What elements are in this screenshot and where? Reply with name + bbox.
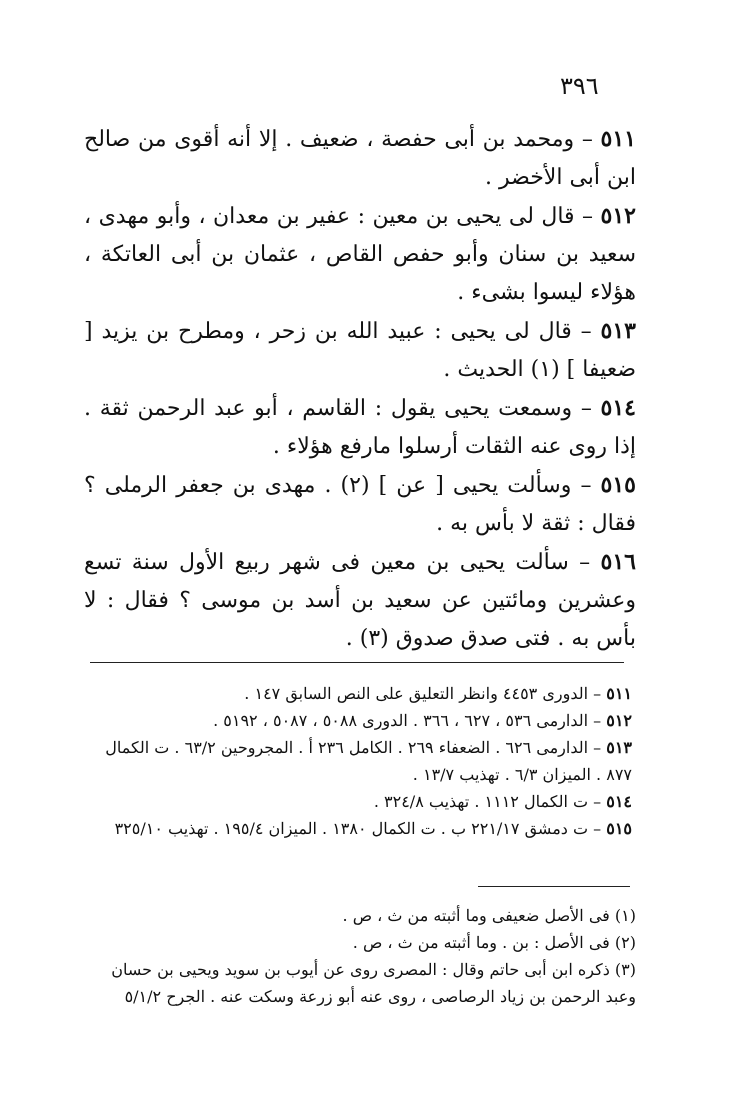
note-513: [80, 734, 632, 788]
entry-text: – وسألت يحيى [ عن ] (٢) . مهدى بن جعفر الرملى ؟ فقال : ثقة لا بأس به .: [84, 473, 636, 536]
note-number: ٥١٤: [606, 792, 632, 811]
entry-text: – وسمعت يحيى يقول : القاسم ، أبو عبد الرحمن ثقة . إذا روى عنه الثقات أرسلوا مارفع هؤلاء .: [84, 396, 636, 459]
note-number: ٥١٣: [606, 738, 632, 757]
main-text: [84, 120, 636, 658]
entry-number: ٥١٣: [600, 318, 636, 344]
note-number: ٥١١: [606, 684, 632, 703]
note-515: [80, 815, 632, 842]
entry-text: – قال لى يحيى : عبيد الله بن زحر ، ومطرح بن يزيد [ ضعيفا ] (١) الحديث .: [84, 319, 636, 382]
entry-number: ٥١١: [600, 126, 636, 152]
entry-515: [84, 466, 636, 543]
footnotes: [76, 902, 636, 1010]
entry-511: [84, 120, 636, 197]
note-text: – ت الكمال ١١١٢ . تهذيب ٣٢٤/٨ .: [373, 792, 602, 811]
footnote-1: (١) فى الأصل ضعيفى وما أثبته من ث ، ص .: [342, 906, 636, 925]
page-number: ٣٩٦: [560, 72, 599, 100]
entry-number: ٥١٢: [600, 203, 636, 229]
entry-512: [84, 197, 636, 312]
footnote-2: (٢) فى الأصل : بن . وما أثبته من ث ، ص .: [352, 933, 636, 952]
entry-number: ٥١٤: [600, 395, 636, 421]
entry-number: ٥١٥: [600, 472, 636, 498]
note-512: [80, 707, 632, 734]
source-notes: [80, 680, 632, 842]
footnotes-divider: [478, 886, 630, 887]
entry-number: ٥١٦: [600, 549, 636, 575]
entry-516: [84, 543, 636, 658]
notes-divider: [90, 662, 624, 663]
note-text: – ت دمشق ٢٢١/١٧ ب . ت الكمال ١٣٨٠ . الميزان ١٩٥/٤ . تهذيب ٣٢٥/١٠: [114, 819, 602, 838]
note-text: – الدارمى ٦٢٦ . الضعفاء ٢٦٩ . الكامل ٢٣٦ أ . المجروحين ٦٣/٢ . ت الكمال ٨٧٧ . الميزان ٦/٣ . تهذيب ١٣/٧ .: [105, 738, 632, 784]
note-number: ٥١٥: [606, 819, 632, 838]
footnote-3: (٣) ذكره ابن أبى حاتم وقال : المصرى روى عن أيوب بن سويد ويحيى بن حسان وعبد الرحمن بن زياد الرصاصى ، روى عنه أبو زرعة وسكت عنه . الجرح ٥/١/٢: [111, 960, 636, 1006]
entry-text: – ومحمد بن أبى حفصة ، ضعيف . إلا أنه أقوى من صالح ابن أبى الأخضر .: [84, 127, 636, 190]
note-text: – الدارمى ٥٣٦ ، ٦٢٧ ، ٣٦٦ . الدورى ٥٠٨٨ ، ٥٠٨٧ ، ٥١٩٢ .: [213, 711, 602, 730]
note-514: [80, 788, 632, 815]
note-511: [80, 680, 632, 707]
note-text: – الدورى ٤٤٥٣ وانظر التعليق على النص السابق ١٤٧ .: [244, 684, 602, 703]
entry-text: – سألت يحيى بن معين فى شهر ربيع الأول سنة تسع وعشرين ومائتين عن سعيد بن أسد بن موسى ؟ فقال : لا بأس به . فتى صدق صدوق (٣) .: [84, 550, 636, 651]
entry-514: [84, 389, 636, 466]
entry-text: – قال لى يحيى بن معين : عفير بن معدان ، وأبو مهدى ، سعيد بن سنان وأبو حفص القاص ، عثمان بن أبى العاتكة ، هؤلاء ليسوا بشىء .: [84, 204, 636, 305]
note-number: ٥١٢: [606, 711, 632, 730]
entry-513: [84, 312, 636, 389]
